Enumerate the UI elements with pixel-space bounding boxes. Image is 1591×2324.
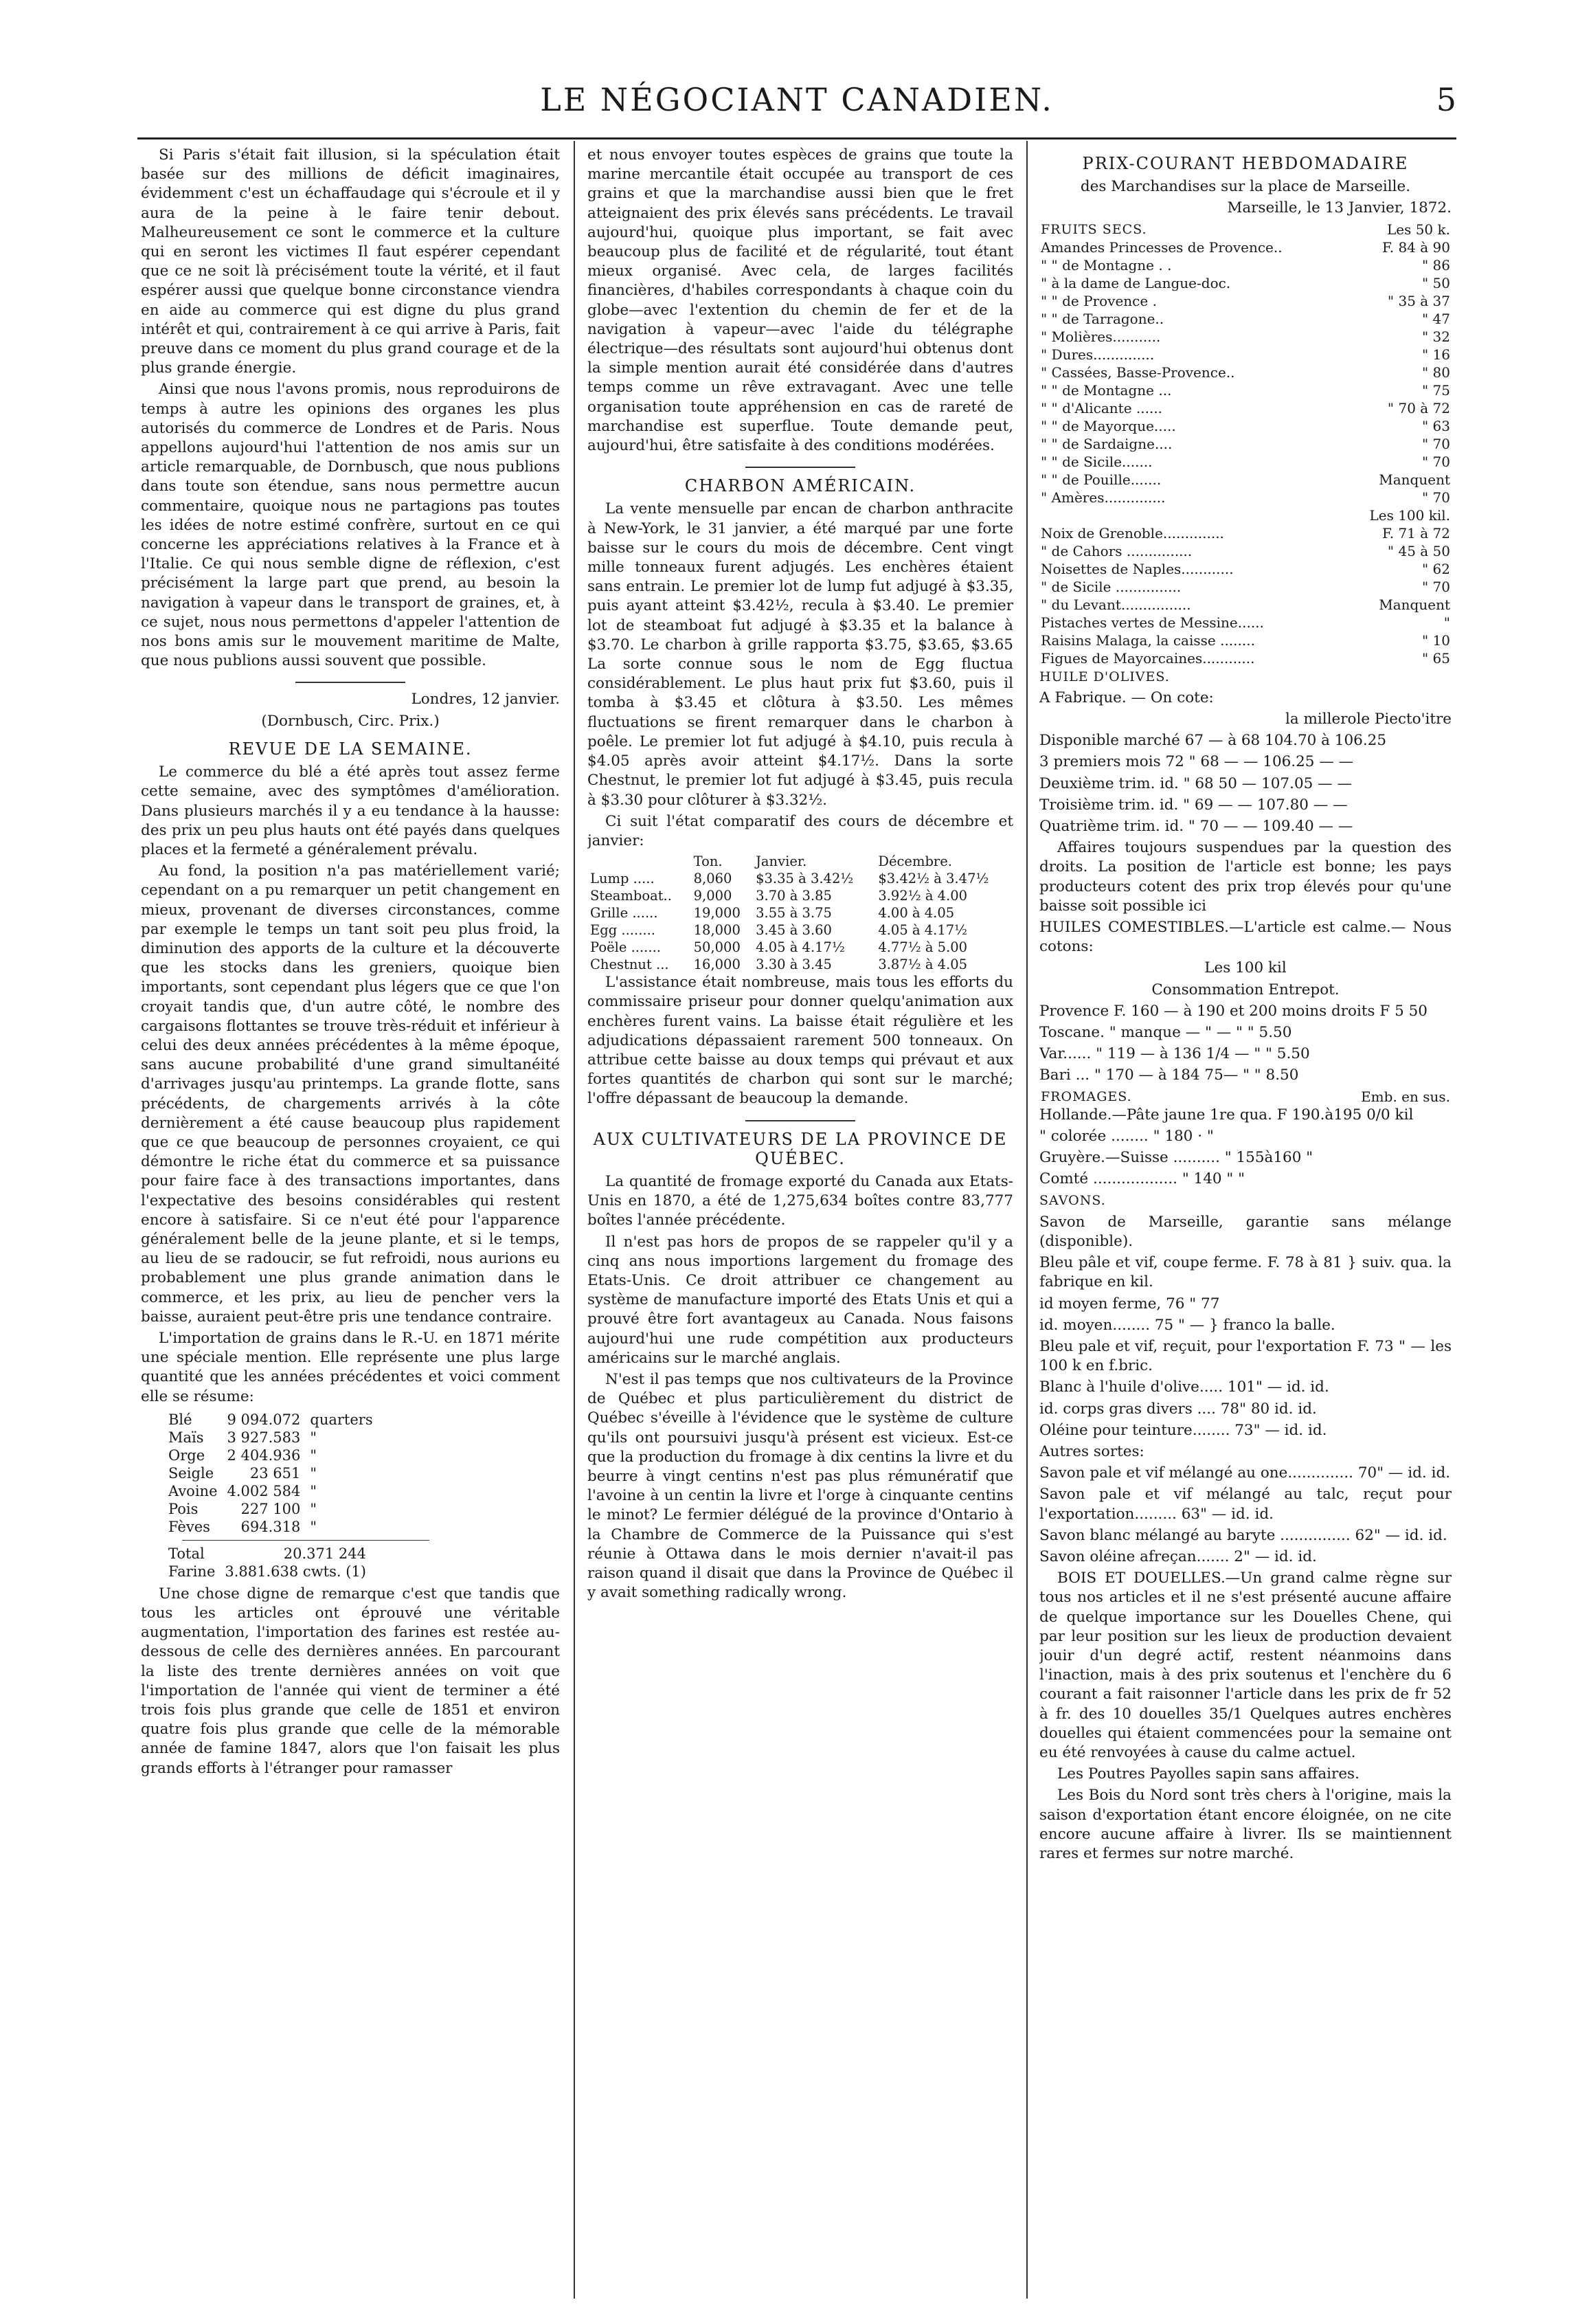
price-row <box>1039 328 1452 346</box>
item-price: " 45 à 50 <box>1387 542 1450 559</box>
oil-price-list <box>1039 731 1452 836</box>
separator <box>295 682 405 683</box>
grain-name: Maïs <box>168 1429 204 1446</box>
item-price: " 62 <box>1421 560 1450 577</box>
column-1 <box>141 146 560 2297</box>
farine-label: Farine <box>168 1563 216 1580</box>
table-row <box>587 921 1013 939</box>
item-price: " 16 <box>1421 346 1450 363</box>
price-line: Gruyère.—Suisse .......... " 155à160 " <box>1039 1149 1313 1167</box>
table-cell: 4.05 à 4.17½ <box>756 939 845 956</box>
paragraph: Les Poutres Payolles sapin sans affaires. <box>1057 1765 1359 1783</box>
category-label: FROMAGES. <box>1041 1088 1132 1104</box>
paragraph: Le commerce du blé a été après tout assez ferme cette semaine, avec des symptômes d'amélioration. Dans plusieurs marchés il y a eu tendance à la hausse: des prix un peu plus hauts ont été payés dans quelques places et la fermeté a généralement prévalu. <box>141 763 560 858</box>
price-line: Bleu pâle et vif, coupe ferme. F. 78 à 81 } suiv. qua. la fabrique en kil. <box>1039 1254 1452 1291</box>
price-row <box>1039 364 1452 381</box>
oil-intro: A Fabrique. — On cote: <box>1039 689 1214 706</box>
paragraph: et nous envoyer toutes espèces de grains que toute la marine mercantile était occupée au transport de ces grains et que la marchandise aussi bien que le fret atteignaient des prix élevés sans précédents. Le travail aujourd'hui, quoique plus important, se fait avec beaucoup plus de facilité et de régularité, tout étant mieux organisé. Avec cela, de larges facilités financières, d'habiles correspondants à chaque coin du globe—avec l'extention du chemin de fer et de la navigation à vapeur—avec l'aide du télégraphe électrique—des résultats sont aujourd'hui obtenus dont la simple mention aurait été considérée dans d'autres temps comme un rêve extravagant. Avec une telle organisation toute appréhension en cas de rareté de marchandise est superflue. Toute demande peut, aujourd'hui, être satisfaite à des conditions modérées. <box>587 146 1013 455</box>
table-cell: 19,000 <box>693 905 741 921</box>
paragraph: HUILES COMESTIBLES.—L'article est calme.— Nous cotons: <box>1039 919 1452 956</box>
masthead-title: LE NÉGOCIANT CANADIEN. <box>540 81 1054 118</box>
grain-quantity: 227 100 <box>240 1500 301 1517</box>
oil-column-heads: la millerole Piecto'itre <box>1285 711 1452 728</box>
paragraph: L'importation de grains dans le R.-U. en 1871 mérite une spéciale mention. Elle représente une plus large quantité que les années précédentes et voici comment elle se résume: <box>141 1329 560 1405</box>
grain-name: Orge <box>168 1446 205 1464</box>
item-price: Manquent <box>1379 471 1450 488</box>
item-name: " " de Montagne ... <box>1041 381 1172 399</box>
paragraph: L'assistance était nombreuse, mais tous les efforts du commissaire priseur pour donner quelqu'animation aux enchères furent vains. La baisse était régulière et les adjudications dépassaient rarement 500 tonneaux. On attribue cette baisse au doux temps qui prévaut et aux fortes quantités de charbon qui sont sur le marché; l'offre dépassant de beaucoup la demande. <box>587 974 1013 1108</box>
item-price: " 50 <box>1421 274 1450 291</box>
price-line: id. moyen........ 75 " — } franco la balle. <box>1039 1316 1335 1334</box>
price-row <box>1039 578 1452 596</box>
category-label: SAVONS. <box>1039 1193 1106 1209</box>
price-row <box>1039 596 1452 614</box>
item-price: " 70 à 72 <box>1387 399 1450 416</box>
table-cell: 18,000 <box>693 922 741 939</box>
item-price: " 86 <box>1421 256 1450 273</box>
separator <box>745 467 855 468</box>
table-row <box>168 1429 383 1446</box>
item-name: " " de Provence . <box>1041 292 1157 309</box>
item-name: " Molières........... <box>1041 328 1161 345</box>
item-name: " " de Tarragone.. <box>1041 310 1164 327</box>
price-line: Bari ... " 170 — à 184 75— " " 8.50 <box>1039 1066 1299 1084</box>
column-header <box>587 853 691 870</box>
table-cell: Steamboat.. <box>590 888 672 904</box>
table-row <box>587 887 1013 904</box>
column-header: Janvier. <box>756 853 807 870</box>
price-line: Bleu pale et vif, reçuit, pour l'exportation F. 73 " — les 100 k en f.bric. <box>1039 1337 1452 1375</box>
item-name: " " d'Alicante ...... <box>1041 399 1163 416</box>
item-name: Noisettes de Naples............ <box>1041 560 1234 577</box>
item-price: " 75 <box>1421 381 1450 399</box>
column-divider <box>574 141 575 2299</box>
item-price: " 80 <box>1421 364 1450 381</box>
price-row <box>1039 560 1452 578</box>
column-header: Ton. <box>693 853 723 870</box>
item-name: Pistaches vertes de Messine...... <box>1041 614 1264 631</box>
price-line: Blanc à l'huile d'olive..... 101" — id. id. <box>1039 1378 1329 1396</box>
item-name: Amandes Princesses de Provence.. <box>1041 238 1283 256</box>
dateline: Marseille, le 13 Janvier, 1872. <box>1227 199 1452 217</box>
item-price: " 35 à 37 <box>1387 292 1450 309</box>
item-name: " " de Sardaigne.... <box>1041 435 1173 452</box>
item-name: " " de Pouille....... <box>1041 471 1162 488</box>
table-cell: Egg ........ <box>590 922 655 939</box>
item-price: " 63 <box>1421 417 1450 434</box>
table-cell: Grille ...... <box>590 905 658 921</box>
table-row <box>168 1446 383 1464</box>
item-price: " <box>1443 614 1450 631</box>
table-cell: $3.35 à 3.42½ <box>756 871 854 887</box>
grain-total-table <box>168 1545 376 1580</box>
edible-oil-price-list <box>1039 1002 1452 1086</box>
farine-value: 3.881.638 cwts. (1) <box>225 1563 366 1580</box>
section-heading: CHARBON AMÉRICAIN. <box>684 476 916 496</box>
paragraph: Ainsi que nous l'avons promis, nous reproduirons de temps à autre les opinions des organes les plus autorisés du commerce de Londres et de Paris. Nous appellons aujourd'hui l'attention de nos amis sur un article remarquable, de Dornbusch, que nous publions dans toute son étendue, sans nous permettre aucun commentaire, quoique nous ne partagions pas toutes les idées de notre estimé confrère, surtout en ce qui concerne les appréciations relatives à la France et à l'Italie. Ce qui nous semble digne de réflexion, c'est précisément la large part que prend, au besoin la navigation à vapeur dans le transport de graines, et, à ce sujet, nous nous permettons d'appeler l'attention de nos bons amis sur le mouvement maritime de Malte, que nous publions aussi souvent que possible. <box>141 381 560 670</box>
price-row <box>1039 346 1452 364</box>
table-cell: Chestnut ... <box>590 957 669 973</box>
price-line: id. corps gras divers .... 78" 80 id. id. <box>1039 1400 1317 1418</box>
table-cell: 4.05 à 4.17½ <box>878 922 968 939</box>
cheese-header <box>1039 1088 1452 1106</box>
paragraph: Savon de Marseille, garantie sans mélange (disponible). <box>1039 1213 1452 1250</box>
table-row <box>587 956 1013 973</box>
item-price: F. 84 à 90 <box>1381 238 1450 256</box>
masthead <box>137 81 1456 129</box>
item-name: Noix de Grenoble.............. <box>1041 524 1224 541</box>
paragraph: Les Bois du Nord sont très chers à l'origine, mais la saison d'exportation étant encore éloignée, on ne cite encore aucune affaire à livrer. Ils se maintiennent rares et fermes sur notre marché. <box>1039 1787 1452 1862</box>
dateline: Londres, 12 janvier. <box>411 691 560 708</box>
table-header-row <box>587 853 1013 870</box>
item-price: " 70 <box>1421 578 1450 595</box>
price-line: Savon oléine afreçan....... 2" — id. id. <box>1039 1548 1317 1565</box>
grain-quantity: 2 404.936 <box>227 1446 301 1464</box>
price-line: Toscane. " manque — " — " " 5.50 <box>1039 1024 1292 1042</box>
item-price: " 70 <box>1421 489 1450 506</box>
total-label: Total <box>168 1545 205 1562</box>
grain-unit: " <box>310 1464 317 1482</box>
table-row <box>587 939 1013 956</box>
paragraph: BOIS ET DOUELLES.—Un grand calme règne sur tous nos articles et il ne s'est présenté aucune affaire de quelque importance sur les Douelles Chene, qui par leur position sur les lieux de production devaient jouir d'un degré actif, restent néanmoins dans l'inaction, mais à des prix soutenus et l'enchère du 6 courant a fait raisonner l'article dans les prix de fr 52 à fr. des 10 douelles 35/1 Quelques autres enchères douelles qui étaient commencées pour la semaine ont eu été renvoyées à cause du calme actuel. <box>1039 1569 1452 1761</box>
table-cell: 3.87½ à 4.05 <box>878 957 968 973</box>
column-2 <box>587 146 1013 2297</box>
table-cell: 16,000 <box>693 957 741 973</box>
price-line: 3 premiers mois 72 " 68 — — 106.25 — — <box>1039 753 1354 771</box>
table-row <box>1039 1088 1452 1106</box>
price-line: id moyen ferme, 76 " 77 <box>1039 1295 1220 1312</box>
table-cell: 3.30 à 3.45 <box>756 957 832 973</box>
paragraph: Affaires toujours suspendues par la question des droits. La position de l'article est bonne; les pays producteurs cotent des prix trop élevés pour qu'une baisse soit possible ici <box>1039 839 1452 915</box>
price-line: Var...... " 119 — à 136 1/4 — " " 5.50 <box>1039 1045 1310 1063</box>
unit-label: Les 100 kil. <box>1369 506 1450 524</box>
separator <box>745 1120 855 1121</box>
coal-price-table <box>587 853 1013 973</box>
price-row <box>1039 399 1452 417</box>
paragraph: N'est il pas temps que nos cultivateurs de la Province de Québec et plus particulièrement du district de Québec s'éveille à l'évidence que le système de culture qu'ils ont poursuivi jusqu'à présent est vicieux. Est-ce que la production du fromage à dix centins la livre et du beurre à vingt centins n'est pas plus rémunératif que l'avoine à un centin la livre et l'orge à cinquante centins le minot? Le fermier délégué de la province d'Ontario à la Chambre de Commerce de la Puissance qui s'est réunie à Ottawa dans le mois dernier n'avait-il pas raison quand il disait que dans la Province de Québec il y avait something radically wrong. <box>587 1370 1013 1602</box>
table-cell: 3.55 à 3.75 <box>756 905 832 921</box>
grain-name: Blé <box>168 1411 192 1428</box>
table-row <box>168 1518 383 1536</box>
paragraph: Au fond, la position n'a pas matériellement varié; cependant on a pu remarquer un petit changement en mieux, provenant de diverses circonstances, comme par exemple le temps un tant soit peu plus froid, la diminution des apports de la culture et la découverte que les stocks dans les greniers, quoique bien importants, sont cependant plus légers que ce que l'on croyait tandis que, d'un autre côté, le nombre des cargaisons flottantes se trouve très-réduit et inférieur à celui des deux années précédentes à la même époque, sans aucune probabilité d'une grand simultanéité d'arrivages jusqu'au printemps. La grande flotte, sans précédents, de chargements arrivés à la côte dernièrement a été cause beaucoup plus rapidement que ce que beaucoup de personnes croyaient, ce qui démontre le riche état du commerce et sa puissance pour faire face à des transactions importantes, dans l'expectative des besoins considérables qui restent encore à satisfaire. Si ce n'eut été pour l'apparence généralement belle de la jeune plante, et si le temps, au lieu de se radoucir, se fut refroidi, nous aurions eu probablement une plus grande animation dans le commerce, et les prix, au lieu de pencher vers la baisse, auraient peut-être pris une tendance contraire. <box>141 862 560 1326</box>
price-line: Savon pale et vif mélangé au talc, reçut pour l'exportation......... 63" — id. id. <box>1039 1486 1452 1523</box>
grain-unit: " <box>310 1518 317 1535</box>
item-name: " à la dame de Langue-doc. <box>1041 274 1231 291</box>
table-row <box>168 1500 383 1518</box>
price-line: Savon pale et vif mélangé au one.............. 70" — id. id. <box>1039 1464 1451 1482</box>
price-row <box>1039 614 1452 632</box>
item-name: Raisins Malaga, la caisse ........ <box>1041 632 1255 649</box>
grain-quantity: 9 094.072 <box>227 1411 301 1428</box>
header-rule <box>137 137 1456 139</box>
grain-name: Avoine <box>168 1482 218 1499</box>
price-line: Oléine pour teinture........ 73" — id. id. <box>1039 1421 1327 1439</box>
grain-quantity: 23 651 <box>249 1464 301 1482</box>
item-name: " Dures.............. <box>1041 346 1155 363</box>
subheading: des Marchandises sur la place de Marseille. <box>1080 178 1411 196</box>
item-price: " 32 <box>1421 328 1450 345</box>
cheese-price-list <box>1039 1106 1452 1189</box>
item-name: Figues de Mayorcaines............ <box>1041 649 1255 667</box>
item-name: " de Sicile ............... <box>1041 578 1182 595</box>
grain-unit: " <box>310 1482 317 1499</box>
grain-unit: " <box>310 1429 317 1446</box>
item-price: " 10 <box>1421 632 1450 649</box>
price-row <box>1039 649 1452 667</box>
item-price: " 70 <box>1421 453 1450 470</box>
price-line: Hollande.—Pâte jaune 1re qua. F 190.à195 0/0 kil <box>1039 1106 1414 1124</box>
column-3 <box>1039 146 1452 2297</box>
item-name: " " de Sicile....... <box>1041 453 1153 470</box>
price-line: Savon blanc mélangé au baryte ............... 62" — id. id. <box>1039 1526 1447 1544</box>
table-cell: 50,000 <box>693 939 741 956</box>
table-cell: $3.42½ à 3.47½ <box>878 871 989 887</box>
price-row <box>1039 632 1452 649</box>
fruits-table <box>1039 221 1452 667</box>
price-row <box>1039 417 1452 435</box>
table-cell: 9,000 <box>693 888 732 904</box>
section-heading: AUX CULTIVATEURS DE LA PROVINCE DE QUÉBEC. <box>593 1129 1008 1168</box>
price-line: Comté .................. " 140 " " <box>1039 1170 1245 1188</box>
item-price: Manquent <box>1379 596 1450 613</box>
paragraph: Une chose digne de remarque c'est que tandis que tous les articles ont éprouvé une véritable augmentation, l'importation des farines est restée au-dessous de celle des dernières années. En parcourant la liste des trente dernières années on voit que l'importation de l'année qui vient de terminer a été trois fois plus grande que celle de 1851 et environ quatre fois plus grande que celle de la mémorable année de famine 1847, alors que l'on faisait les plus grands efforts à l'étranger pour ramasser <box>141 1585 560 1777</box>
price-row <box>1039 381 1452 399</box>
table-cell: 8,060 <box>693 871 732 887</box>
item-name: " " de Montagne . . <box>1041 256 1172 273</box>
price-line: Quatrième trim. id. " 70 — — 109.40 — — <box>1039 818 1353 836</box>
item-price: F. 71 à 72 <box>1381 524 1450 541</box>
price-row <box>1039 471 1452 489</box>
price-row <box>1039 435 1452 453</box>
price-line: Troisième trim. id. " 69 — — 107.80 — — <box>1039 796 1348 814</box>
price-row <box>1039 292 1452 310</box>
table-row <box>587 904 1013 921</box>
item-price: " 65 <box>1421 649 1450 667</box>
section-heading: REVUE DE LA SEMAINE. <box>228 739 473 759</box>
column-header: Décembre. <box>878 853 952 870</box>
subsection-label: Autres sortes: <box>1039 1442 1144 1460</box>
table-cell: Poële ....... <box>590 939 661 956</box>
price-row <box>1039 274 1452 292</box>
paragraph: Ci suit l'état comparatif des cours de décembre et janvier: <box>587 812 1013 849</box>
grain-unit: quarters <box>310 1411 373 1428</box>
grain-quantity: 3 927.583 <box>227 1429 301 1446</box>
table-cell: 3.92½ à 4.00 <box>878 888 968 904</box>
category-label: HUILE D'OLIVES. <box>1039 669 1170 684</box>
table-row <box>1039 221 1452 238</box>
soap-price-list <box>1039 1253 1452 1440</box>
item-price: " 70 <box>1421 435 1450 452</box>
grain-name: Fèves <box>168 1518 210 1535</box>
price-row <box>1039 489 1452 506</box>
table-cell: 3.70 à 3.85 <box>756 888 832 904</box>
item-name: " Amères.............. <box>1041 489 1166 506</box>
price-row <box>1039 310 1452 328</box>
item-name: " de Cahors ............... <box>1041 542 1193 559</box>
paragraph: Si Paris s'était fait illusion, si la spéculation était basée sur des millions de déficit imaginaires, évidemment c'est un échaffaudage qui s'écroule et il y aura de la peine à le faire tenir debout. Malheureusement ce sont le commerce et la culture qui en seront les victimes Il faut espérer cependant que ce ne soit là précisément toute la vérité, et il faut espérer aussi que quelque bonne circonstance viendra en aide au commerce qui est digne du plus grand intérêt et qui, contrairement à ce qui arrive à Paris, fait preuve dans ce moment du plus grand courage et de la plus grande énergie. <box>141 146 560 377</box>
table-row <box>168 1545 376 1563</box>
grain-unit: " <box>310 1446 317 1464</box>
total-value: 20.371 244 <box>283 1545 366 1562</box>
paragraph: La quantité de fromage exporté du Canada aux Etats-Unis en 1870, a été de 1,275,634 boîtes contre 83,777 boîtes l'année précédente. <box>587 1172 1013 1229</box>
table-cell: 4.00 à 4.05 <box>878 905 955 921</box>
table-row <box>168 1563 376 1580</box>
grain-quantity: 694.318 <box>240 1518 301 1535</box>
price-line: Disponible marché 67 — à 68 104.70 à 106.25 <box>1039 732 1387 750</box>
other-soap-price-list <box>1039 1464 1452 1567</box>
item-price: " 47 <box>1421 310 1450 327</box>
grain-import-table <box>168 1411 383 1536</box>
page-number: 5 <box>1436 81 1456 118</box>
table-row <box>168 1464 383 1482</box>
price-row <box>1039 453 1452 471</box>
section-heading: PRIX-COURANT HEBDOMADAIRE <box>1082 154 1409 173</box>
grain-unit: " <box>310 1500 317 1517</box>
price-row <box>1039 238 1452 256</box>
table-row <box>168 1411 383 1429</box>
table-cell: 4.77½ à 5.00 <box>878 939 968 956</box>
table-cell: Lump ..... <box>590 871 655 887</box>
paragraph: Il n'est pas hors de propos de se rappeler qu'il y a cinq ans nous importions largement du fromage des Etats-Unis. Ce droit attribuer ce changement au système de manufacture importé des Etats Unis et qui a prouvé être fort avantageux au Canada. Nous faisons aujourd'hui une rude compétition aux producteurs américains sur le marché anglais. <box>587 1233 1013 1367</box>
price-line: Deuxième trim. id. " 68 50 — 107.05 — — <box>1039 774 1352 792</box>
grain-quantity: 4.002 584 <box>227 1482 301 1499</box>
unit-label: Emb. en sus. <box>1361 1088 1450 1105</box>
total-rule <box>182 1540 429 1541</box>
item-name: " " de Mayorque..... <box>1041 417 1176 434</box>
item-name: " Cassées, Basse-Provence.. <box>1041 364 1235 381</box>
category-label: FRUITS SECS. <box>1041 221 1147 237</box>
unit-label: Les 100 kil <box>1204 959 1287 977</box>
price-line: " colorée ........ " 180 · " <box>1039 1127 1214 1145</box>
edible-column-heads: Consommation Entrepot. <box>1151 981 1340 998</box>
item-name: " du Levant................ <box>1041 596 1191 613</box>
grain-name: Seigle <box>168 1464 214 1482</box>
unit-label: Les 50 k. <box>1386 221 1450 238</box>
table-row <box>168 1482 383 1500</box>
price-row <box>1039 256 1452 274</box>
price-row <box>1039 542 1452 560</box>
price-line: Provence F. 160 — à 190 et 200 moins droits F 5 50 <box>1039 1002 1428 1020</box>
paragraph: La vente mensuelle par encan de charbon anthracite à New-York, le 31 janvier, a été marqué par une forte baisse sur le cours du mois de décembre. Cent vingt mille tonneaux furent adjugés. Les enchères étaient sans entrain. Le premier lot de lump fut adjugé à $3.35, puis ayant atteint $3.42½, recula à $3.40. Le premier lot de steamboat fut adjugé à $3.35 et la balance à $3.70. Le charbon à grille rapporta $3.75, $3.65, $3.65 La sorte connue sous le nom de Egg fluctua considérablement. Le plus haut prix fut $3.60, puis il tomba à $3.45 et clôtura à $3.50. Les mêmes fluctuations se firent remarquer dans le charbon à poêle. Le premier lot fut adjugé à $4.10, puis recula à $4.05 après avoir atteint $4.17½. Dans la sorte Chestnut, le premier lot fut adjugé à $3.45, puis recula à $3.30 pour clôturer à $3.32½. <box>587 500 1013 809</box>
table-cell: 3.45 à 3.60 <box>756 922 832 939</box>
table-row <box>1039 506 1452 524</box>
source-citation: (Dornbusch, Circ. Prix.) <box>261 712 440 730</box>
column-divider <box>1026 141 1028 2299</box>
price-row <box>1039 524 1452 542</box>
grain-name: Pois <box>168 1500 199 1517</box>
table-row <box>587 870 1013 887</box>
